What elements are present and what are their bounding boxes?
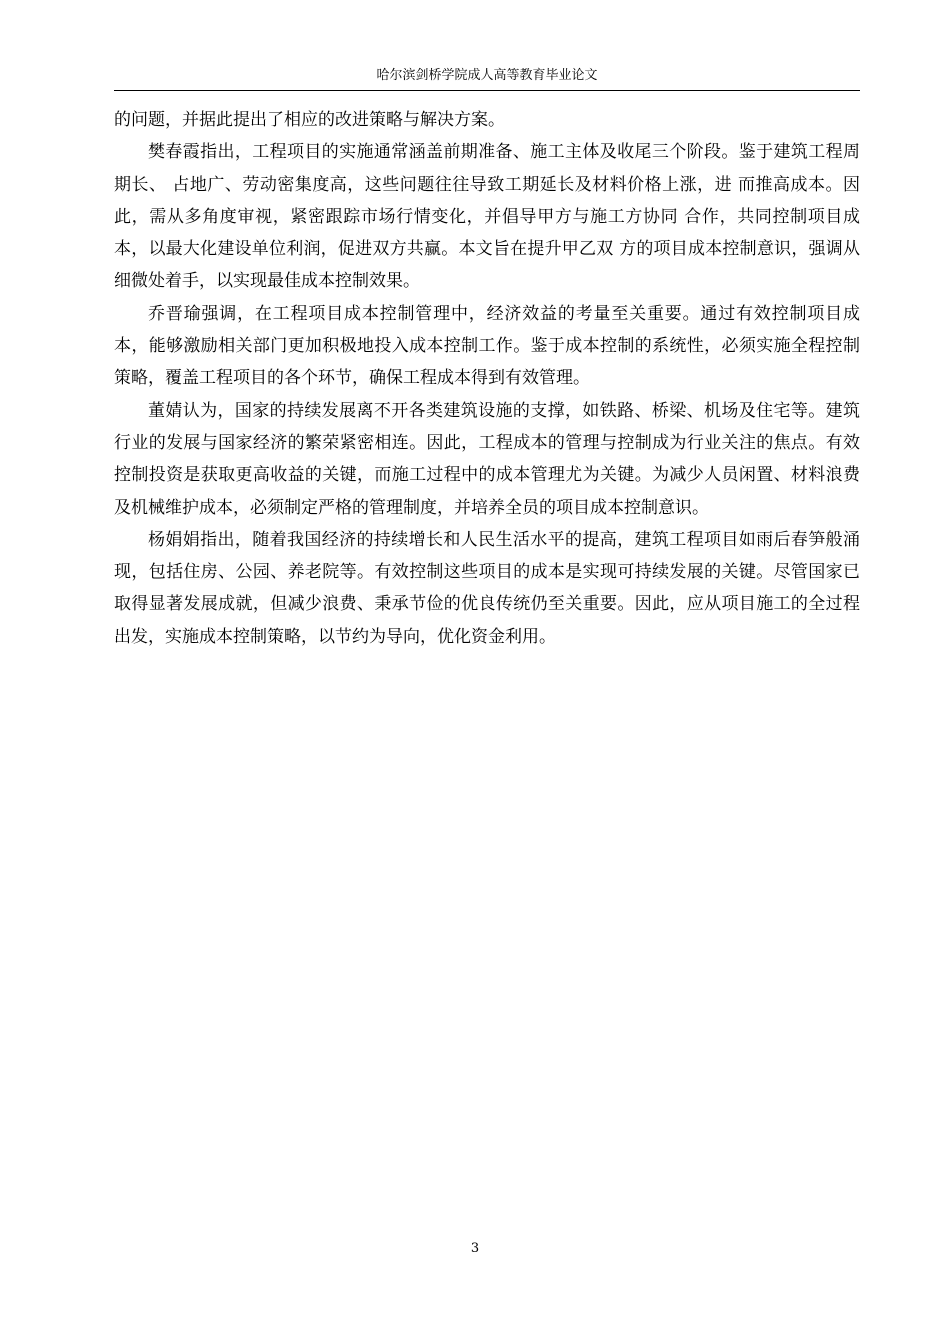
page-number: 3 [470,1241,480,1256]
page-header [114,66,860,91]
header-title: 哈尔滨剑桥学院成人高等教育毕业论文 [376,68,598,83]
paragraph-yang-juanjuan: 杨娟娟指出，随着我国经济的持续增长和人民生活水平的提高，建筑工程项目如雨后春笋般涌现，包括住房、公园、养老院等。有效控制这些项目的成本是实现可持续发展的关键。尽管国家已取得显著发展成就，但减少浪费、秉承节俭的优良传统仍至关重要。因此，应从项目施工的全过程出发，实施成本控制策略，以节约为导向，优化资金利用。 [114,529,860,647]
paragraph-qiao-jinyu: 乔晋瑜强调，在工程项目成本控制管理中，经济效益的考量至关重要。通过有效控制项目成本，能够激励相关部门更加积极地投入成本控制工作。鉴于成本控制的系统性，必须实施全程控制策略，覆盖工程项目的各个环节，确保工程成本得到有效管理。 [114,303,860,389]
page-body [114,104,860,653]
paragraph-dong-jing: 董婧认为，国家的持续发展离不开各类建筑设施的支撑，如铁路、桥梁、机场及住宅等。建筑行业的发展与国家经济的繁荣紧密相连。因此，工程成本的管理与控制成为行业关注的焦点。有效控制投资是获取更高收益的关键，而施工过程中的成本管理尤为关键。为减少人员闲置、材料浪费及机械维护成本，必须制定严格的管理制度，并培养全员的项目成本控制意识。 [114,400,860,518]
paragraph-fan-chunxia: 樊春霞指出，工程项目的实施通常涵盖前期准备、施工主体及收尾三个阶段。鉴于建筑工程周期长、 占地广、劳动密集度高，这些问题往往导致工期延长及材料价格上涨，进 而推高成本。因此，需从多角度审视，紧密跟踪市场行情变化，并倡导甲方与施工方协同 合作，共同控制项目成本，以最大化建设单位利润，促进双方共赢。本文旨在提升甲乙双 方的项目成本控制意识，强调从细微处着手，以实现最佳成本控制效果。 [114,142,860,292]
paragraph-continuation: 的问题，并据此提出了相应的改进策略与解决方案。 [114,110,505,130]
